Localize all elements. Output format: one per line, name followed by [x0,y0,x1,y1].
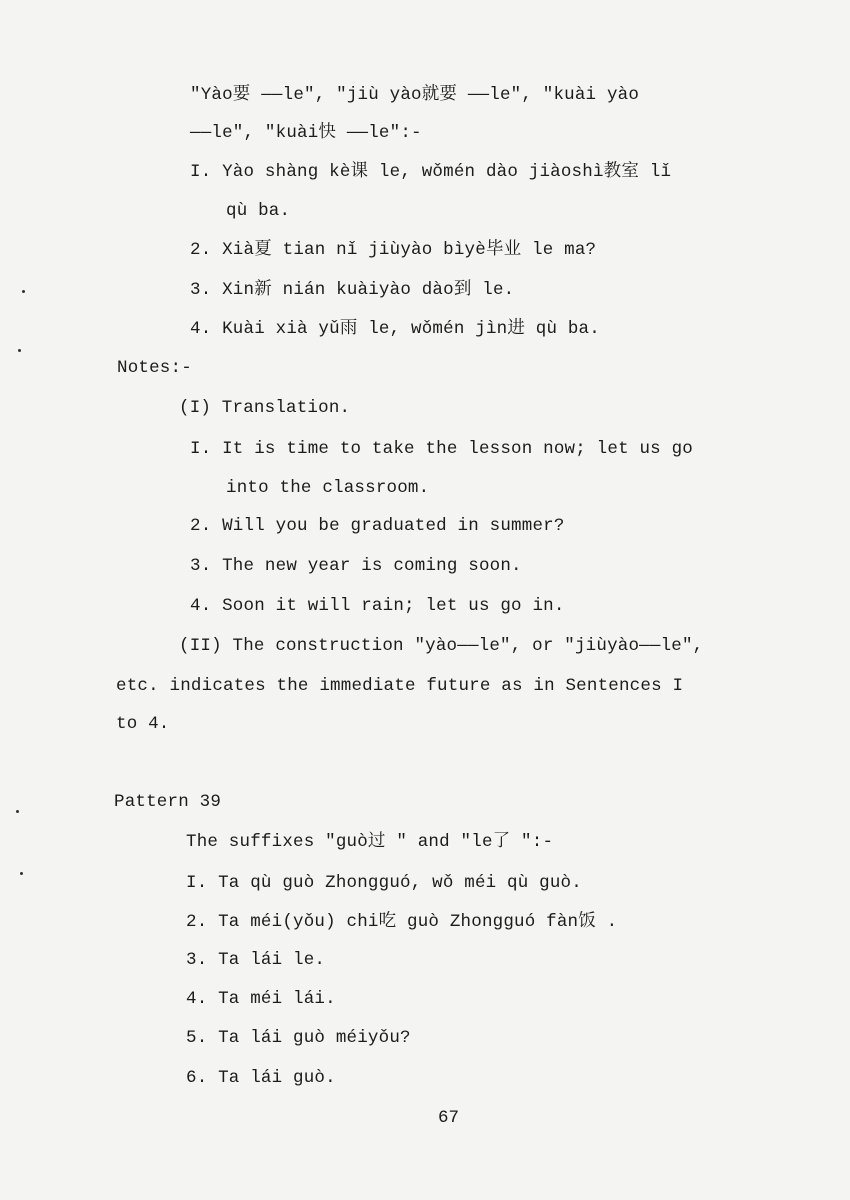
text-line: "Yào要 ——le", "jiù yào就要 ——le", "kuài yào [190,85,640,105]
text-line: 4. Soon it will rain; let us go in. [190,596,565,616]
ink-speck [18,349,21,352]
text-line: 2. Ta méi(yǒu) chi吃 guò Zhongguó fàn饭 . [186,912,618,932]
text-line: (II) The construction "yào——le", or "jiùyào——le", [179,636,704,656]
text-line: 6. Ta lái guò. [186,1068,336,1088]
text-line: (I) Translation. [179,398,351,418]
ink-speck [22,290,25,293]
text-line: I. Ta qù guò Zhongguó, wǒ méi qù guò. [186,873,582,893]
text-line: I. Yào shàng kè课 le, wǒmén dào jiàoshì教室 lǐ [190,162,672,182]
text-line: to 4. [116,714,170,734]
section-heading: Pattern 39 [114,792,222,812]
text-line: 2. Xià夏 tian nǐ jiùyào bìyè毕业 le ma? [190,240,597,260]
text-line: qù ba. [226,201,291,221]
text-line: 3. The new year is coming soon. [190,556,522,576]
ink-speck [16,810,19,813]
text-line: ——le", "kuài快 ——le":- [190,123,422,143]
text-line: 3. Xin新 nián kuàiyào dào到 le. [190,280,515,300]
page-number: 67 [438,1108,460,1128]
text-line: The suffixes "guò过 " and "le了 ":- [186,832,554,852]
text-line: I. It is time to take the lesson now; let us go [190,439,693,459]
text-line: etc. indicates the immediate future as in Sentences I [116,676,684,696]
text-line: 5. Ta lái guò méiyǒu? [186,1028,411,1048]
text-line: 4. Kuài xià yǔ雨 le, wǒmén jìn进 qù ba. [190,319,600,339]
section-heading: Notes:- [117,358,192,378]
text-line: 4. Ta méi lái. [186,989,336,1009]
text-line: into the classroom. [226,478,430,498]
text-line: 3. Ta lái le. [186,950,326,970]
ink-speck [20,872,23,875]
text-line: 2. Will you be graduated in summer? [190,516,565,536]
